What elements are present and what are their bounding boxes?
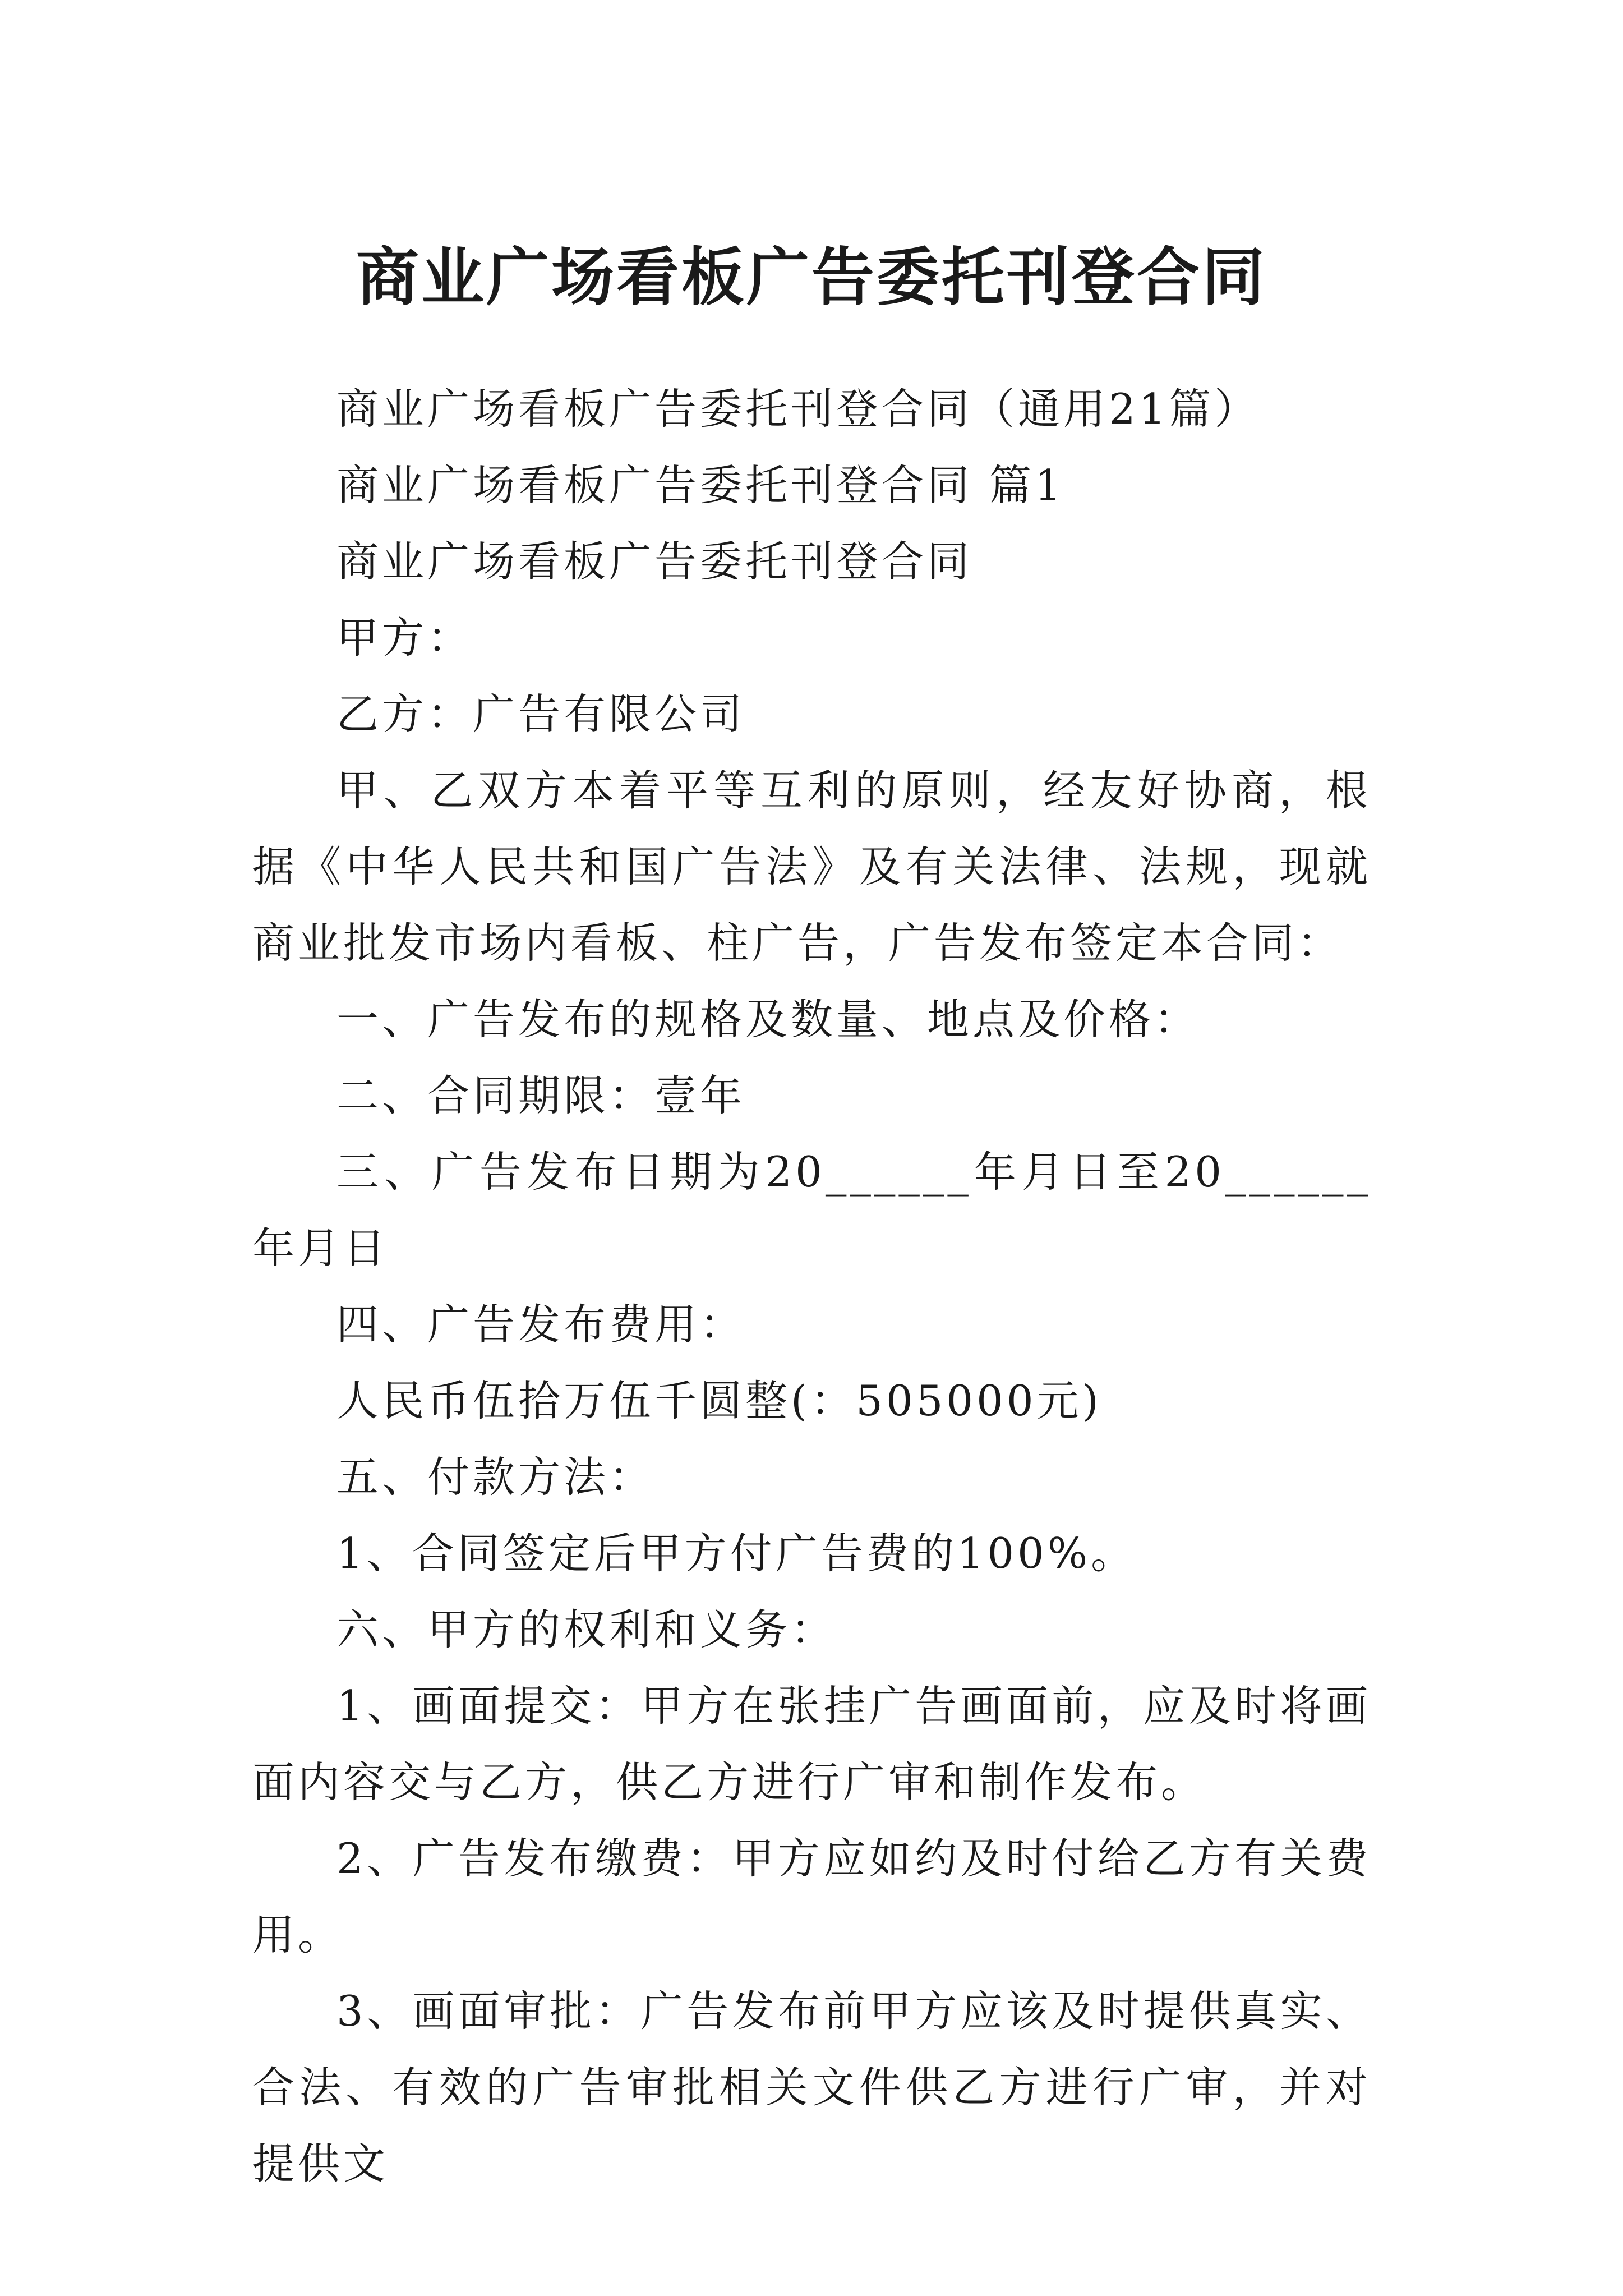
paragraph-preamble: 甲、乙双方本着平等互利的原则，经友好协商，根据《中华人民共和国广告法》及有关法律、法规，现就商业批发市场内看板、柱广告，广告发布签定本合同： <box>252 766 1371 968</box>
paragraph-party-a: 甲方： <box>336 613 473 662</box>
paragraph-clause-5: 五、付款方法： <box>336 1452 655 1502</box>
paragraph-contract-name: 商业广场看板广告委托刊登合同 <box>336 537 973 586</box>
paragraph-clause-4: 四、广告发布费用： <box>336 1300 746 1349</box>
paragraph-collection-heading: 商业广场看板广告委托刊登合同（通用21篇） <box>336 384 1260 434</box>
paragraph-payment-item-1: 1、合同签定后甲方付广告费的100%。 <box>336 1529 1137 1578</box>
paragraph-clause-1: 一、广告发布的规格及数量、地点及价格： <box>336 995 1200 1044</box>
paragraph-duty-item-2: 2、广告发布缴费：甲方应如约及时付给乙方有关费用。 <box>252 1834 1371 1959</box>
document-title: 商业广场看板广告委托刊登合同 <box>356 241 1267 315</box>
paragraph-party-b: 乙方：广告有限公司 <box>336 689 746 739</box>
paragraph-clause-3: 三、广告发布日期为20______年月日至20______年月日 <box>252 1147 1371 1273</box>
paragraph-duty-item-1: 1、画面提交：甲方在张挂广告画面前，应及时将画面内容交与乙方，供乙方进行广审和制作发布。 <box>252 1681 1371 1807</box>
paragraph-article-heading: 商业广场看板广告委托刊登合同 篇1 <box>336 461 1065 510</box>
paragraph-clause-2: 二、合同期限：壹年 <box>336 1071 746 1120</box>
paragraph-duty-item-3: 3、画面审批：广告发布前甲方应该及时提供真实、合法、有效的广告审批相关文件供乙方进行广审，并对提供文 <box>252 1986 1371 2188</box>
paragraph-clause-6: 六、甲方的权利和义务： <box>336 1605 837 1654</box>
document-body <box>252 371 1371 2202</box>
paragraph-fee-amount: 人民币伍拾万伍千圆整(：505000元) <box>336 1376 1102 1425</box>
